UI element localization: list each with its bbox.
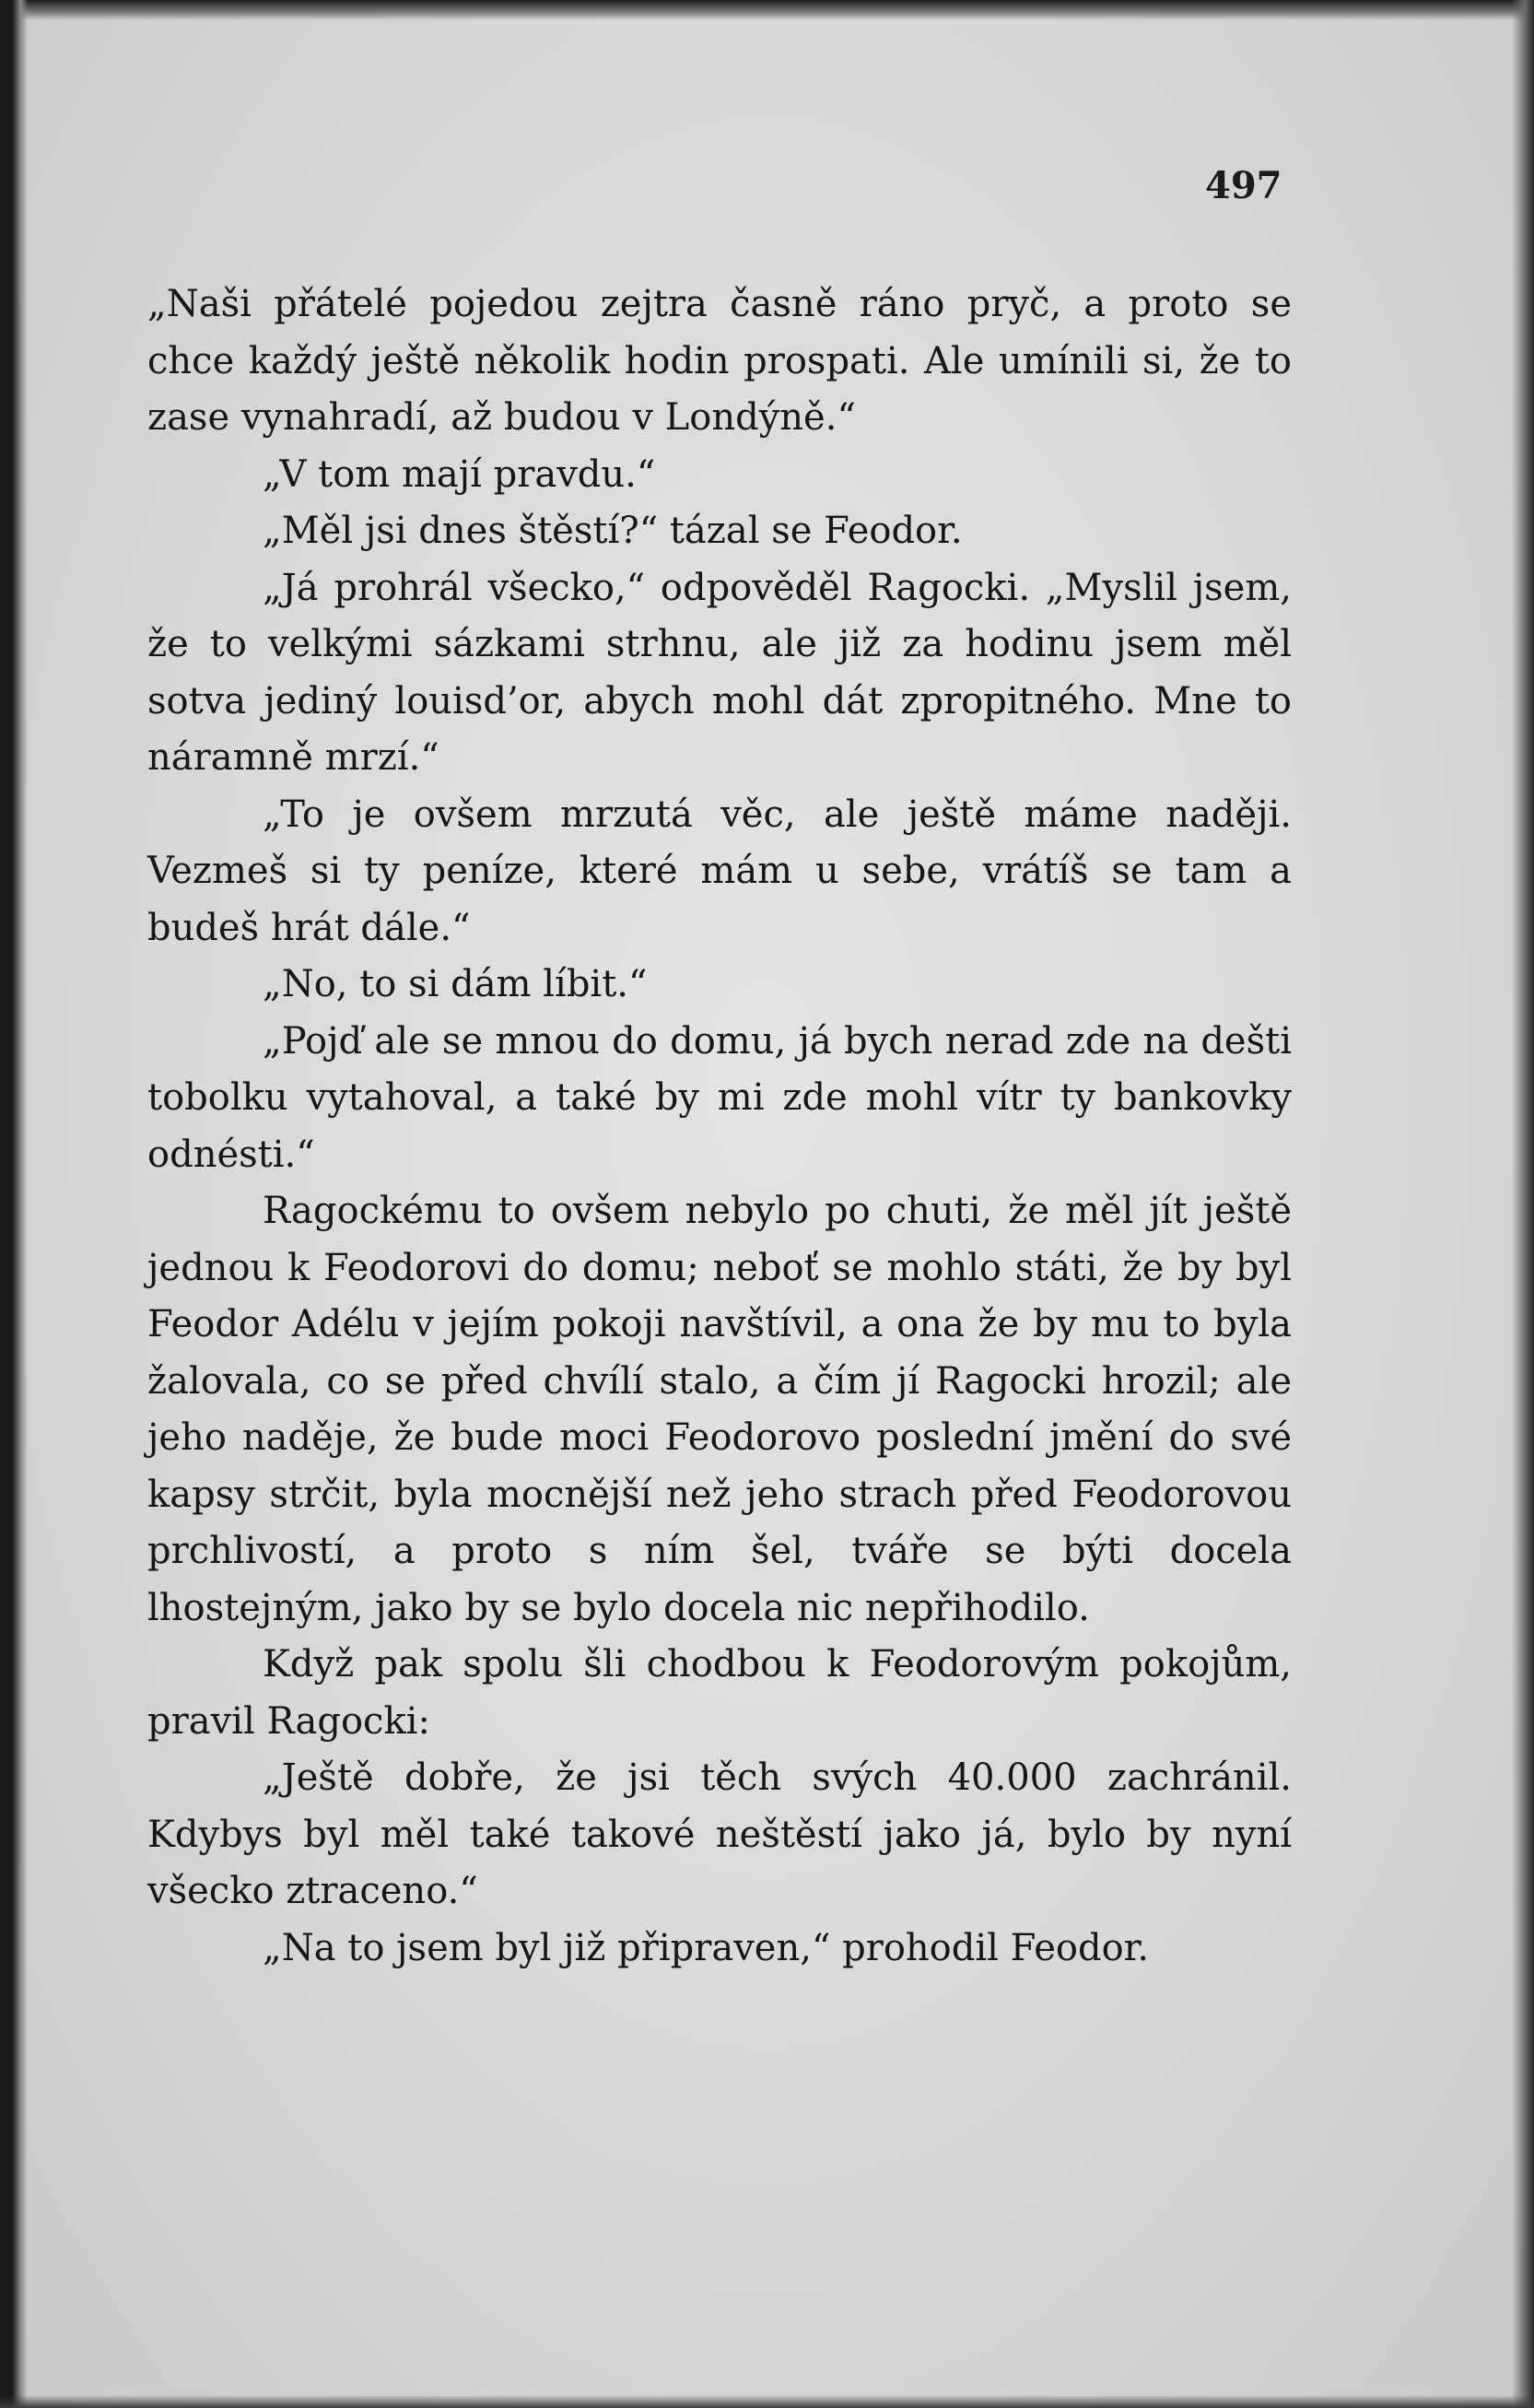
- scan-edge-right: [1512, 0, 1534, 2408]
- paragraph: „Měl jsi dnes štěstí?“ tázal se Feodor.: [263, 510, 963, 552]
- paragraph: „Ještě dobře, že jsi těch svých 40.000 zachránil. Kdybys byl měl také takové neštěstí jako já, bylo by nyní všecko ztraceno.“: [147, 1756, 1292, 1912]
- paragraph: „Na to jsem byl již připraven,“ prohodil Feodor.: [263, 1926, 1150, 1969]
- scan-edge-bottom: [0, 2395, 1534, 2408]
- paragraph: Ragockému to ovšem nebylo po chuti, že měl jít ještě jednou k Feodorovi do domu; neboť se mohlo státi, že by byl Feodor Adélu v jejím pokoji navštívil, a ona že by mu to byla žalovala, co se před chvílí stalo, a čím jí Ragocki hrozil; ale jeho naděje, že bude moci Feodorovo poslední jmění do své kapsy strčit, byla mocnější než jeho strach před Feodorovou prchlivostí, a proto s ním šel, tváře se býti docela lhostejným, jako by se bylo docela nic nepřihodilo.: [147, 1190, 1292, 1629]
- paragraph: „No, to si dám líbit.“: [263, 963, 648, 1005]
- body-text: [147, 276, 1292, 1977]
- page-number: 497: [1205, 164, 1282, 207]
- paragraph: Když pak spolu šli chodbou k Feodorovým pokojům, pravil Ragocki:: [147, 1643, 1292, 1743]
- paragraph: „Naši přátelé pojedou zejtra časně ráno pryč, a proto se chce každý ještě několik hodin prospati. Ale umínili si, že to zase vynahradí, až budou v Londýně.“: [147, 283, 1292, 439]
- paragraph: „Pojď ale se mnou do domu, já bych nerad zde na dešti tobolku vytahoval, a také by mi zde mohl vítr ty bankovky odnésti.“: [147, 1019, 1292, 1176]
- paragraph: „Já prohrál všecko,“ odpověděl Ragocki. „Myslil jsem, že to velkými sázkami strhnu, ale již za hodinu jsem měl sotva jediný louisd’or, abych mohl dát zpropitného. Mne to náramně mrzí.“: [147, 566, 1292, 779]
- paragraph: „To je ovšem mrzutá věc, ale ještě máme naději. Vezmeš si ty peníze, které mám u sebe, vrátíš se tam a budeš hrát dále.“: [147, 793, 1292, 949]
- scan-edge-left: [0, 0, 28, 2408]
- scan-edge-top: [0, 0, 1534, 20]
- paragraph: „V tom mají pravdu.“: [263, 452, 656, 496]
